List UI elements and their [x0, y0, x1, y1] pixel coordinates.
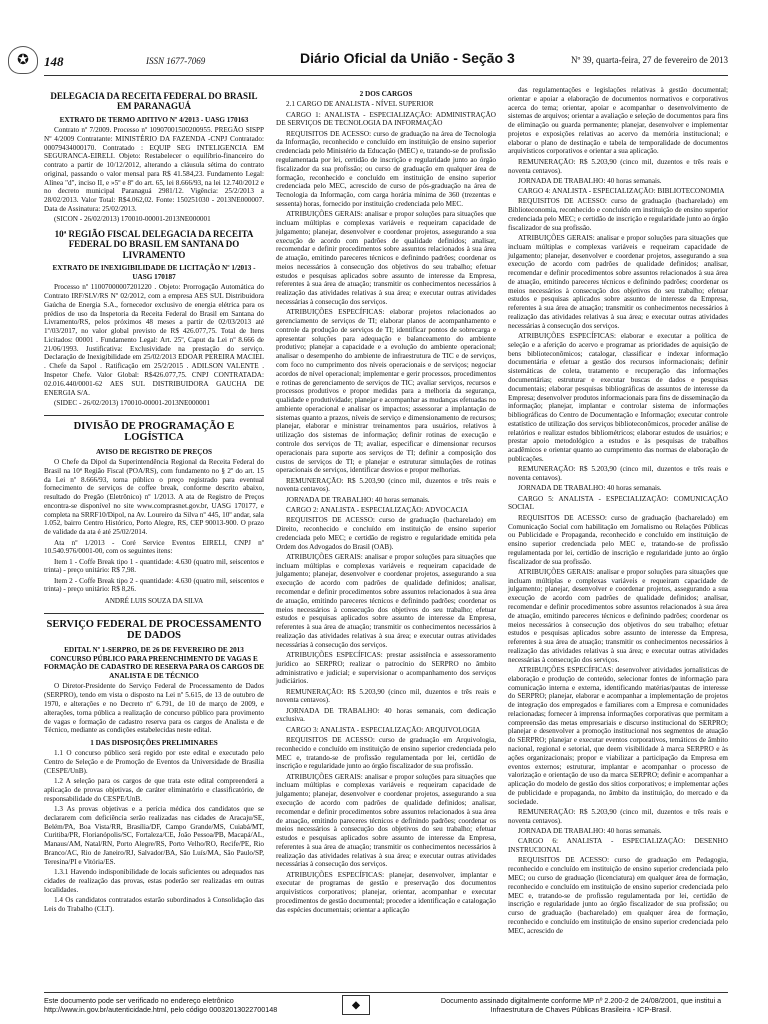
- paragraph: CARGO 4: ANALISTA - ESPECIALIZAÇÃO: BIBLIOTECONOMIA: [518, 187, 725, 196]
- paragraph: REQUISITOS DE ACESSO: curso de graduação em Pedagogia, reconhecido e concluído em instituição de ensino superior credenciada pelo MEC; ou curso de graduação (licenciatura) em qualquer área de formação, reconhecido e concluído em instituição de ensino superior credenciada pelo MEC e, tratando-se de profissão regulamentada por lei, certidão de inscrição e regularidade junto ao órgão fiscalizador de sua profissão; ou curso de graduação (bacharelado) em qualquer área de formação, reconhecido e concluído em instituição de ensino superior credenciada pelo MEC, acrescido de: [508, 856, 728, 935]
- page-number: 148: [44, 54, 64, 69]
- issn: ISSN 1677-7069: [146, 56, 206, 66]
- paragraph: O Diretor-Presidente do Serviço Federal de Processamento de Dados (SERPRO), tendo em vista o disposto na Lei nº 5.615, de 13 de outubro de 1970, e alterações e no Decreto nº 6.791, de 10 de março de 2009, e alterações, torna pública a realização de concurso público para provimento de vagas e formação de cadastro reserva para os cargos de Analista e de Técnico, mediante as condições estabelecidas neste edital.: [44, 682, 264, 735]
- signature: ANDRÉ LUIS SOUZA DA SILVA: [104, 597, 204, 606]
- paragraph: JORNADA DE TRABALHO: 40 horas semanais, com dedicação exclusiva.: [276, 706, 496, 724]
- paragraph: CARGO 3: ANALISTA - ESPECIALIZAÇÃO: ARQUIVOLOGIA: [286, 725, 481, 734]
- paragraph: 1.2 A seleção para os cargos de que trata este edital compreenderá a aplicação de provas objetivas, de caráter eliminatório e classificatório, de responsabilidade do CESPE/UnB.: [44, 777, 264, 803]
- section-heading: DIVISÃO DE PROGRAMAÇÃO E LOGÍSTICA: [44, 415, 264, 444]
- paragraph: Contrato nº 7/2009. Processo nº 10907001500200955. PREGÃO SISPP Nº 4/2009 Contratante: MINISTÉRIO DA FAZENDA -CNPJ Contratado: 00079434000170. Contratado : EQUIP SEG INTELIGENCIA EM SEGURANCA-EIRELI. Objeto: Restabelecer o equilíbrio-financeiro do contrato a partir de 10/12/2012, alterando a cláusula sétima do contrato original, passando o valor mensal para R$ 41.584,23. Fundamento Legal: Alínea "d", inciso II, e »5º e 8º do art. 65, lei 8.666/93, na lei 12.740/2012 e no decreto municipal Paranaguá 2981/12. Vigência: 25/2/2013 a 28/02/2013. Valor Total: R$4.062,02. Fonte: 150251030 - 2013NE000007. Data de Assinatura: 25/02/2013.: [44, 125, 264, 213]
- journal-title: Diário Oficial da União - Seção 3: [300, 50, 515, 66]
- section-heading: DELEGACIA DA RECEITA FEDERAL DO BRASIL EM PARANAGUÁ: [50, 91, 258, 112]
- paragraph: 2.1 CARGO DE ANALISTA - NÍVEL SUPERIOR: [286, 100, 434, 109]
- paragraph: JORNADA DE TRABALHO: 40 horas semanais.: [518, 827, 662, 836]
- edition-date: Nº 39, quarta-feira, 27 de fevereiro de 2013: [571, 55, 728, 65]
- paragraph: 1.1 O concurso público será regido por este edital e executado pelo Centro de Seleção e de Promoção de Eventos da Universidade de Brasília (CESPE/UnB).: [44, 749, 264, 775]
- column-2: [276, 86, 496, 916]
- paragraph: REQUISITOS DE ACESSO: curso de graduação em Arquivologia, reconhecido e concluído em instituição de ensino superior credenciada pelo MEC e, tratando-se de profissão regulamentada por lei, certidão de inscrição e regularidade junto ao órgão fiscalizador de sua profissão.: [276, 735, 496, 771]
- paragraph: (SICON - 26/02/2013) 170010-00001-2013NE000001: [54, 215, 211, 224]
- paragraph: Item 1 - Coffe Break tipo 1 - quantidade: 4.630 (quatro mil, seiscentos e trinta) - preço unitário: R$ 7,98.: [44, 557, 264, 575]
- paragraph: REMUNERAÇÃO: R$ 5.203,90 (cinco mil, duzentos e três reais e noventa centavos).: [276, 476, 496, 494]
- subheading: EDITAL Nº 1-SERPRO, DE 26 DE FEVEREIRO DE 2013 CONCURSO PÚBLICO PARA PREENCHIMENTO DE VAGAS E FORMAÇÃO DE CADASTRO DE RESERVA PARA OS CARGOS DE ANALISTA E DE TÉCNICO: [44, 645, 264, 681]
- paragraph: REQUISITOS DE ACESSO: curso de graduação (bacharelado) em Comunicação Social com habilitação em Jornalismo ou Relações Públicas ou Publicidade e Propaganda, reconhecido e concluído em instituição de ensino superior credenciada pelo MEC e, tratando-se de profissão regulamentada por lei, certidão de inscrição e regularidade junto ao órgão fiscalizador de sua profissão.: [508, 513, 728, 566]
- subheading: 1 DAS DISPOSIÇÕES PRELIMINARES: [90, 739, 218, 748]
- paragraph: ATRIBUIÇÕES GERAIS: analisar e propor soluções para situações que incluam múltiplas e complexas variáveis e requeiram capacidade de julgamento; planejar, desenvolver e coordenar projetos, assegurando a sua execução de acordo com padrões de qualidade definidos; analisar, recomendar e definir procedimentos sobre assuntos relacionados à sua área de atuação, emitindo pareceres técnicos e definindo padrões; coordenar os meios necessários à consecução dos objetivos do seu trabalho; efetuar estudos e pesquisas aplicados sobre assunto de interesse da Empresa, referentes à sua área de atuação; transmitir os conhecimentos necessários à realização das atividades relativas à sua área; e executar outras atividades necessárias à consecução dos serviços.: [508, 234, 728, 330]
- paragraph: ATRIBUIÇÕES GERAIS: analisar e propor soluções para situações que incluam múltiplas e complexas variáveis e requeiram capacidade de julgamento; planejar, desenvolver e coordenar projetos, assegurando a sua execução de acordo com padrões de qualidade definidos; analisar, recomendar e definir procedimentos sobre assuntos relacionados à sua área de atuação, emitindo pareceres técnicos e definindo padrões; coordenar os meios necessários à consecução dos objetivos do seu trabalho; efetuar estudos e pesquisas aplicados sobre assunto de interesse da Empresa, referentes à sua área de atuação; transmitir os conhecimentos necessários à realização das atividades relativas à sua área; e executar outras atividades necessárias à consecução dos serviços.: [508, 567, 728, 664]
- paragraph: REQUISITOS DE ACESSO: curso de graduação (bacharelado) em Direito, reconhecido e concluído em instituição de ensino superior credenciada pelo MEC; e certidão de registro e regularidade emitida pela Ordem dos Advogados do Brasil (OAB).: [276, 516, 496, 551]
- column-3: [508, 86, 728, 937]
- page-footer: [44, 992, 728, 1015]
- paragraph: REMUNERAÇÃO: R$ 5.203,90 (cinco mil, duzentos e três reais e noventa centavos).: [508, 808, 728, 825]
- paragraph: JORNADA DE TRABALHO: 40 horas semanais.: [518, 484, 662, 493]
- paragraph: CARGO 5: ANALISTA - ESPECIALIZAÇÃO: COMUNICAÇÃO SOCIAL: [508, 494, 728, 512]
- paragraph: das regulamentações e legislações relativas à gestão documental; orientar e apoiar a elaboração de documentos normativos e corporativos acerca do tema; orientar, apoiar e acompanhar o desenvolvimento de sistemas de arquivos; orientar a avaliação e seleção de documentos para fins de eliminação ou guarda permanente; planejar, desenvolver e implementar projetos e exposições relativas ao acervo da memória institucional; e elaborar o plano de destinação e tabela de temporalidade de documentos arquivísticos corporativos e orientar a sua aplicação.: [508, 86, 728, 156]
- verification-note: Este documento pode ser verificado no endereço eletrônico http://www.in.gov.br/autenticidade.html, pelo código 00032013022700148: [44, 996, 278, 1015]
- paragraph: ATRIBUIÇÕES GERAIS: analisar e propor soluções para situações que incluam múltiplas e complexas variáveis e requeiram capacidade de julgamento; planejar, desenvolver e coordenar projetos, assegurando a sua execução de acordo com padrões de qualidade definidos; analisar, recomendar e definir procedimentos sobre assuntos relacionados à sua área de atuação, emitindo pareceres técnicos e definindo padrões; coordenar os meios necessários à consecução dos objetivos do seu trabalho; efetuar estudos e pesquisas aplicados sobre assunto de interesse da Empresa, referentes à sua área de atuação; transmitir os conhecimentos necessários à realização das atividades relativas à sua área; e executar outras atividades necessárias à consecução dos serviços.: [276, 772, 496, 869]
- paragraph: 1.3 As provas objetivas e a perícia médica dos candidatos que se declararem com deficiência serão realizadas nas cidades de Aracaju/SE, Belém/PA, Boa Vista/RR, Brasília/DF, Campo Grande/MS, Cuiabá/MT, Curitiba/PR, Florianópolis/SC, Fortaleza/CE, João Pessoa/PB, Macapá/AL, Manaus/AM, Natal/RN, Porto Alegre/RS, Porto Velho/RO, Recife/PE, Rio Branco/AC, Rio de Janeiro/RJ, Salvador/BA, São Luís/MA, São Paulo/SP, Teresina/PI e Vitória/ES.: [44, 805, 264, 866]
- paragraph: ATRIBUIÇÕES ESPECÍFICAS: elaborar e executar a política de seleção e a aferição do acervo e programar as prioridades de aquisição de bens biblioteconômicos; catalogar, classificar e indexar informação documentária e efetuar a gestão dos recursos informacionais; definir sistemáticas de coleta, tratamento e recuperação das informações documentárias; estruturar e executar buscas de dados e pesquisas documentais; elaborar pesquisas bibliográficas de assuntos de interesse da Empresa; desenvolver produtos informacionais para fins de disseminação da informação; planejar, implantar e controlar sistema de informações bibliográficas do Centro de Documentação e Informação; executar controle estatístico de utilização dos serviços biblioteconômicos, proceder análise de relatórios e realizar estudos bibliométricos; elaborar estudos de usuários; e prestar apoio metodológico a estudos e às pesquisas de trabalhos acadêmicos e orientar quanto ao cumprimento das normas de elaboração de publicações.: [508, 332, 728, 464]
- paragraph: CARGO 6: ANALISTA - ESPECIALIZAÇÃO: DESENHO INSTRUCIONAL: [508, 837, 728, 855]
- subheading: EXTRATO DE TERMO ADITIVO Nº 4/2013 - UASG 170163: [59, 115, 249, 124]
- paragraph: ATRIBUIÇÕES GERAIS: analisar e propor soluções para situações que incluam múltiplas e complexas variáveis e requeiram capacidade de julgamento; planejar, desenvolver e coordenar projetos, assegurando a sua execução de acordo com padrões de qualidade definidos; analisar, recomendar e definir procedimentos sobre assuntos relacionados à sua área de atuação, emitindo pareceres técnicos e definindo padrões; coordenar os meios necessários à consecução dos objetivos do seu trabalho; efetuar estudos e pesquisas aplicados sobre assunto de interesse da Empresa, referentes à sua área de atuação; transmitir os conhecimentos necessários à realização das atividades relativas à sua área; e executar outras atividades necessárias à consecução dos serviços.: [276, 552, 496, 649]
- paragraph: CARGO 2: ANALISTA - ESPECIALIZAÇÃO: ADVOCACIA: [286, 505, 469, 514]
- paragraph: 1.4 Os candidatos contratados estarão subordinados à Consolidação das Leis do Trabalho (CLT).: [44, 895, 264, 913]
- paragraph: ATRIBUIÇÕES ESPECÍFICAS: desenvolver atividades jornalísticas de elaboração e produção de conteúdo, selecionar fontes de informação para comunicação interna e externa, identificando matérias/pautas de interesse do SERPRO; planejar, elaborar e acompanhar a implementação de projetos de integração dos empregados e familiares com a Empresa e comunidades relacionadas; fornecer à imprensa informações corporativas que permitam a compreensão das metas empresariais e discurso institucional do SERPRO; planejar e desenvolver a promoção institucional nos segmentos de atuação do SERPRO; planejar e executar eventos corporativos, temáticos de âmbito nacional, regional e setorial, que deem visibilidade à marca SERPRO e às ações organizacionais; propor e viabilizar a participação da Empresa em eventos externos; estruturar, implantar e acompanhar o processo de valorização e orientação de uso da marca SERPRO; definir e acompanhar a aplicação do modelo de gestão dos sítios corporativos; e implementar ações de publicidade e propaganda, no âmbito da instituição, do mercado e da sociedade.: [508, 666, 728, 806]
- subheading: 2 DOS CARGOS: [359, 90, 413, 98]
- page-header: [17, 44, 728, 76]
- paragraph: JORNADA DE TRABALHO: 40 horas semanais.: [286, 495, 430, 504]
- section-heading: SERVIÇO FEDERAL DE PROCESSAMENTO DE DADOS: [44, 613, 264, 642]
- subheading: EXTRATO DE INEXIGIBILIDADE DE LICITAÇÃO Nº 1/2013 - UASG 170187: [52, 264, 256, 281]
- paragraph: Item 2 - Coffe Break tipo 2 - quantidade: 4.630 (quatro mil, seiscentos e trinta) - preço unitário: R$ 8,26.: [44, 576, 264, 594]
- paragraph: REQUISITOS DE ACESSO: curso de graduação (bacharelado) em Biblioteconomia, reconhecido e concluído em instituição de ensino superior credenciada pelo MEC; e certidão de inscrição e regularidade junto ao órgão fiscalizador de sua profissão.: [508, 197, 728, 232]
- paragraph: REQUISITOS DE ACESSO: curso de graduação na área de Tecnologia da Informação, reconhecido e concluído em instituição de ensino superior credenciada pelo Ministério da Educação (MEC) e, tratando-se de profissão regulamentada por lei, certidão de inscrição e regularidade junto ao órgão fiscalizador da sua profissão; ou curso de graduação em qualquer área de formação, reconhecido e concluído em instituição de ensino superior credenciada pelo MEC, acrescido de curso de pós-graduação na área de Tecnologia da Informação, com carga horária mínima de 360 (trezentas e sessenta) horas, fornecido por instituição credenciada pelo MEC.: [276, 129, 496, 208]
- paragraph: REMUNERAÇÃO: R$ 5.203,90 (cinco mil, duzentos e três reais e noventa centavos).: [508, 157, 728, 175]
- paragraph: Ata nº 1/2013 - Coré Service Eventos EIRELI, CNPJ nº 10.540.976/0001-00, com os seguintes itens:: [44, 538, 264, 556]
- subheading: AVISO DE REGISTRO DE PREÇOS: [95, 447, 213, 456]
- paragraph: JORNADA DE TRABALHO: 40 horas semanais.: [518, 176, 662, 185]
- column-1: [44, 86, 264, 915]
- paragraph: O Chefe da Dipol da Superintendência Regional da Receita Federal do Brasil na 10ª Região Fiscal (POA/RS), com fundamento no § 2º do art. 15 da Lei nº 8.666/93, torna público o preço registrado para eventual fornecimento de serviços de coffee break, conforme descrito abaixo, resultado do Pregão (Eletrônico) nº 1/2013. A ata de Registro de Preços encontra-se disponível no site www.comprasnet.gov.br, UASG 170177, e completa na SRRF10/Dipol, na Av. Loureiro da Silva nº 445, 10º andar, sala 1.052, bairro Centro Histórico, Porto Alegre, RS, CEP 90013-900. O prazo de validade da ata é até 25/02/2014.: [44, 457, 264, 537]
- paragraph: Processo nº 11007000007201220 . Objeto: Prorrogação Automática do Contrato IRF/SLV/RS Nº 02/2012, com a empresa AES SUL Distribuidora Gaúcha de Energia S.A., fornecedor exclusivo de energia elétrica para os prédios de uso da Inspetoria da Receita Federal do Brasil em Santana do Livramento/RS, pelos próximos 48 meses a partir de 02/03/2013 até 1º/03/2017, no valor global previsto de R$ 426.077,75. Total de Itens Licitados: 00001 . Fundamento Legal: Art. 25º, Caput da Lei nº 8.666 de 21/06/1993. Justificativa: Exclusividade na prestação do serviço. Declaração de Inexigibilidade em 25/02/2013 EDOAR PEREIRA MACIEL . Chefe da Sapol . Ratificação em 25/2/2015 . ADILSON VALENTE . Inspetor Chefe. Valor Global: R$426.077,75. CNPJ CONTRATADA: 02.016.440/0001-62 AES SUL DISTRIBUIDORA GAUCHA DE ENERGIA S/A.: [44, 283, 264, 397]
- paragraph: REMUNERAÇÃO: R$ 5.203,90 (cinco mil, duzentos e três reais e noventa centavos).: [276, 687, 496, 705]
- paragraph: ATRIBUIÇÕES ESPECÍFICAS: planejar, desenvolver, implantar e executar de programas de gestão e preservação dos documentos arquivísticos corporativos; planejar, orientar, acompanhar e executar procedimentos de gestão documental; proceder a identificação e catalogação das espécies documentais; orientar a aplicação: [276, 870, 496, 914]
- signature-note: Documento assinado digitalmente conforme MP nº 2.200-2 de 24/08/2001, que institui a Infraestrutura de Chaves Públicas Brasileira - ICP-Brasil.: [440, 996, 722, 1015]
- icp-brasil-logo-icon: ◆: [342, 995, 370, 1015]
- paragraph: REMUNERAÇÃO: R$ 5.203,90 (cinco mil, duzentos e três reais e noventa centavos).: [508, 465, 728, 483]
- paragraph: ATRIBUIÇÕES ESPECÍFICAS: prestar assistência e assessoramento jurídico ao SERPRO; realizar o patrocínio do SERPRO no âmbito administrativo e judicial; e supervisionar o acompanhamento dos serviços judiciários.: [276, 650, 496, 686]
- paragraph: ATRIBUIÇÕES ESPECÍFICAS: elaborar projetos relacionados ao gerenciamento de serviços de TI; elaborar planos de acompanhamento e controle da produção de serviços de TI; identificar pontos de sobrecarga e apresentar soluções para adequação e balanceamento do ambiente produtivo; planejar a capacidade e a evolução do ambiente operacional; analisar o desempenho do ambiente de infraestrutura de TIC e de serviços, com foco no cumprimento dos níveis operacionais e de serviços; negociar acordos de nível operacional; implementar e gerir processos, procedimentos e rotinas de gerenciamento de serviços de TIC; avaliar serviços, recursos e processos produtivos e propor medidas para a melhoria da segurança, qualidade e produtividade; planejar e acompanhar as mudanças efetuadas no ambiente operacional e analisar os impactos; assessorar a implantação de sistemas quanto a prazos, níveis de serviço e dimensionamento de recursos; planejar, elaborar e ministrar treinamentos para usuários, relativos à utilização dos sistemas de informação; definir rotinas de execução e controle dos serviços de TI; avaliar, especificar e dimensionar recursos operacionais para suporte aos serviços de TI; definir a composição dos custos de serviços de TI; e planejar e estruturar simulações de rotinas operacionais de serviços, identificar desvios e propor melhorias.: [276, 308, 496, 475]
- paragraph: ATRIBUIÇÕES GERAIS: analisar e propor soluções para situações que incluam múltiplas e complexas variáveis e requeiram capacidade de julgamento; planejar, desenvolver e coordenar projetos, assegurando a sua execução de acordo com padrões de qualidade definidos; analisar, recomendar e definir procedimentos sobre assuntos relacionados à sua área de atuação, emitindo pareceres técnicos e definindo padrões; coordenar os meios necessários à consecução dos objetivos do seu trabalho; efetuar estudos e pesquisas aplicados sobre assunto de interesse da Empresa, referentes à sua área de atuação; transmitir os conhecimentos necessários à realização das atividades relativas à sua área; e executar outras atividades necessárias à consecução dos serviços.: [276, 210, 496, 306]
- paragraph: CARGO 1: ANALISTA - ESPECIALIZAÇÃO: ADMINISTRAÇÃO DE SERVIÇOS DE TECNOLOGIA DA INFORMAÇÃO: [276, 110, 496, 128]
- section-heading: 10ª REGIÃO FISCAL DELEGACIA DA RECEITA FEDERAL DO BRASIL EM SANTANA DO LIVRAMENTO: [54, 229, 254, 260]
- paragraph: (SIDEC - 26/02/2013) 170010-00001-2013NE000001: [54, 398, 210, 407]
- newspaper-page: [17, 44, 728, 1015]
- coat-of-arms-icon: ✪: [8, 46, 38, 74]
- paragraph: 1.3.1 Havendo indisponibilidade de locais suficientes ou adequados nas cidades de realização das provas, estas poderão ser realizadas em outras localidades.: [44, 868, 264, 894]
